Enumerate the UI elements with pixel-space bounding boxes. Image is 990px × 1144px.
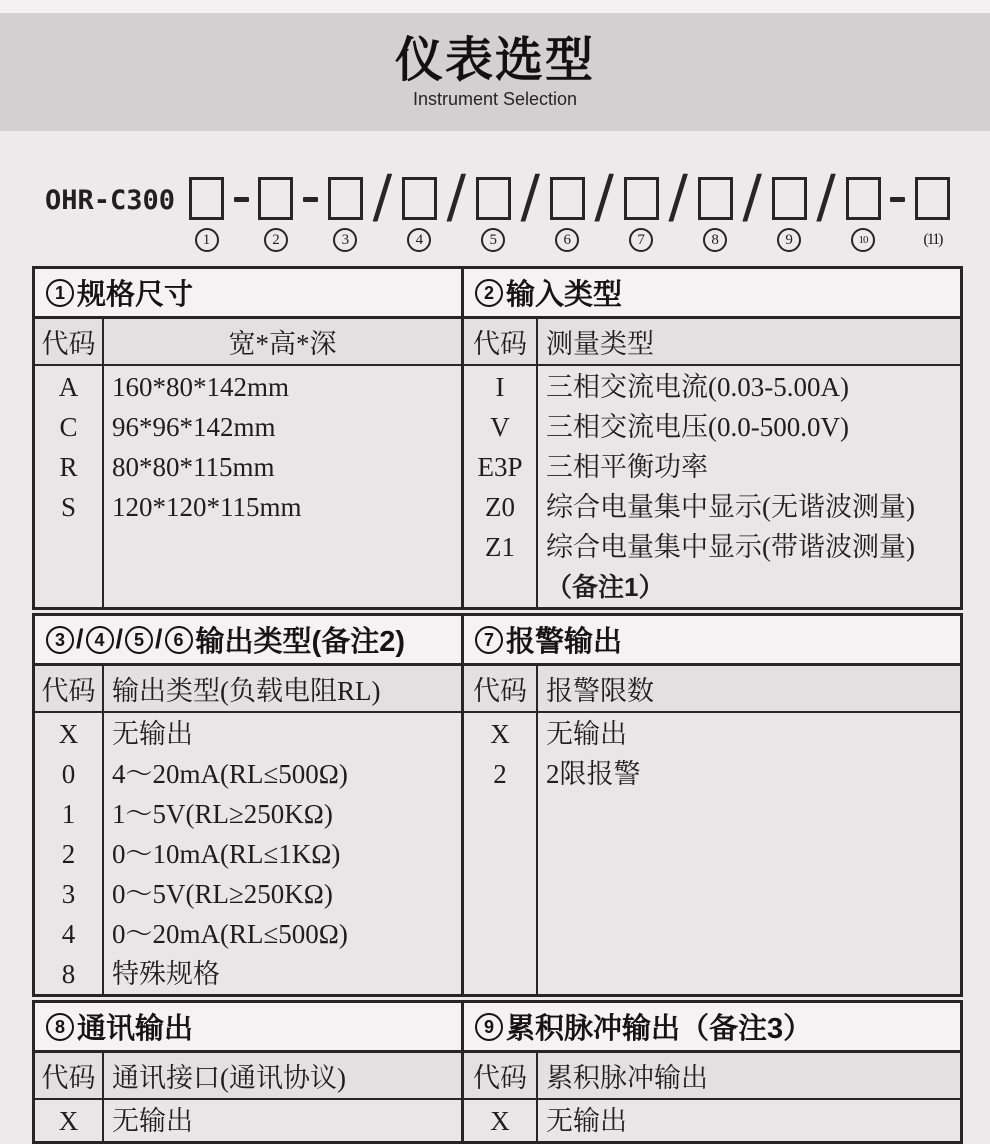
circled-number-9: 9 bbox=[475, 1013, 503, 1041]
circled-number-3: 3 bbox=[46, 626, 74, 654]
position-number: 4 bbox=[407, 228, 431, 252]
position-number: 1 bbox=[195, 228, 219, 252]
code-cell: 1 bbox=[61, 799, 76, 829]
code-cell: X bbox=[58, 719, 79, 749]
slash-separator: / bbox=[76, 624, 84, 654]
section-title-text: 规格尺寸 bbox=[77, 279, 194, 311]
section-title-text: 通讯输出 bbox=[77, 1013, 194, 1045]
code-cell: Z0 bbox=[485, 492, 515, 522]
desc-cell: 无输出 bbox=[112, 719, 193, 749]
table-band-2 bbox=[32, 613, 963, 997]
data-area bbox=[35, 366, 461, 607]
code-column bbox=[464, 1100, 538, 1141]
code-box bbox=[915, 177, 950, 220]
code-cell: A bbox=[58, 372, 79, 402]
slash-separator: / bbox=[742, 162, 762, 230]
column-header-row bbox=[464, 319, 960, 366]
desc-cell: 80*80*115mm bbox=[112, 452, 275, 482]
desc-column bbox=[104, 366, 461, 607]
desc-column-header: 测量类型 bbox=[546, 329, 654, 359]
desc-column-header: 输出类型(负载电阻RL) bbox=[112, 676, 381, 706]
desc-column bbox=[104, 1100, 461, 1141]
code-box bbox=[328, 177, 363, 220]
desc-cell: 160*80*142mm bbox=[112, 372, 290, 402]
code-cell: Z1 bbox=[485, 532, 515, 562]
column-header-row bbox=[464, 1053, 960, 1100]
desc-cell: 无输出 bbox=[546, 1106, 627, 1136]
code-cell bbox=[464, 567, 536, 607]
code-cell: C bbox=[59, 412, 78, 442]
code-column-header: 代码 bbox=[35, 319, 104, 364]
section-title-text: 报警输出 bbox=[506, 626, 623, 658]
model-slot-4 bbox=[402, 177, 437, 252]
code-box bbox=[698, 177, 733, 220]
model-slot-7 bbox=[624, 177, 659, 252]
code-cell: 4 bbox=[61, 919, 76, 949]
section-title-text: 输入类型 bbox=[506, 279, 623, 311]
model-slots bbox=[189, 162, 950, 252]
model-slot-8 bbox=[698, 177, 733, 252]
data-area bbox=[464, 1100, 960, 1141]
page-top-strip bbox=[0, 0, 990, 13]
table-band-3 bbox=[32, 1000, 963, 1144]
code-box bbox=[476, 177, 511, 220]
desc-cell: 三相交流电流(0.03-5.00A) bbox=[546, 372, 849, 402]
code-box bbox=[550, 177, 585, 220]
code-cell: 2 bbox=[61, 839, 76, 869]
section-title-pulse-output bbox=[464, 1003, 960, 1053]
circled-number-4: 4 bbox=[86, 626, 114, 654]
desc-cell: 120*120*115mm bbox=[112, 492, 302, 522]
desc-column bbox=[538, 366, 960, 607]
code-column bbox=[35, 713, 104, 994]
position-number: 7 bbox=[629, 228, 653, 252]
code-cell: 8 bbox=[61, 959, 76, 989]
data-area bbox=[464, 713, 960, 994]
circled-number-8: 8 bbox=[46, 1013, 74, 1041]
code-column-header: 代码 bbox=[464, 319, 538, 364]
desc-cell: 1～5V(RL≥250KΩ) bbox=[112, 799, 333, 829]
slash-separator: / bbox=[115, 624, 124, 654]
model-slot-2 bbox=[258, 177, 293, 252]
slash-separator: / bbox=[372, 162, 393, 230]
model-slot-5 bbox=[476, 177, 511, 252]
section-title-comm-output bbox=[35, 1003, 461, 1053]
position-number: 8 bbox=[703, 228, 727, 252]
table-band-1 bbox=[32, 266, 963, 610]
desc-column bbox=[538, 713, 960, 994]
position-number: 9 bbox=[777, 228, 801, 252]
page-header bbox=[0, 13, 990, 131]
code-cell: V bbox=[490, 412, 510, 442]
data-area bbox=[35, 1100, 461, 1141]
slash-separator: / bbox=[520, 162, 541, 230]
column-header-row bbox=[35, 666, 461, 713]
code-cell: 2 bbox=[493, 759, 507, 789]
code-column bbox=[464, 713, 538, 994]
desc-cell: 特殊规格 bbox=[112, 959, 220, 989]
code-column-header: 代码 bbox=[35, 1053, 104, 1098]
code-cell: S bbox=[60, 492, 77, 522]
code-cell: 0 bbox=[61, 759, 76, 789]
page-subtitle: Instrument Selection bbox=[412, 89, 578, 109]
desc-cell: 三相平衡功率 bbox=[546, 452, 708, 482]
slash-separator: / bbox=[594, 162, 614, 230]
section-title-text: 输出类型(备注2) bbox=[195, 626, 405, 658]
section-alarm-output bbox=[464, 616, 960, 994]
column-header-row bbox=[35, 1053, 461, 1100]
model-slot-9 bbox=[772, 177, 807, 252]
slash-separator: / bbox=[155, 624, 163, 654]
code-column-header: 代码 bbox=[35, 666, 104, 711]
column-header-row bbox=[35, 319, 461, 366]
model-slot-1 bbox=[189, 177, 224, 252]
code-box bbox=[258, 177, 293, 220]
section-comm-output bbox=[35, 1003, 464, 1141]
desc-cell: 2限报警 bbox=[546, 759, 641, 789]
section-title-text: 累积脉冲输出（备注3） bbox=[506, 1013, 813, 1045]
desc-cell: 0～10mA(RL≤1KΩ) bbox=[112, 839, 341, 869]
circled-number-7: 7 bbox=[475, 626, 503, 654]
desc-column-header: 累积脉冲输出 bbox=[546, 1063, 708, 1093]
section-title-output-type bbox=[35, 616, 461, 666]
desc-cell: 三相交流电压(0.0-500.0V) bbox=[546, 412, 849, 442]
code-cell: X bbox=[490, 719, 510, 749]
section-output-type bbox=[35, 616, 464, 994]
position-number: 2 bbox=[264, 228, 288, 252]
position-number: 10 bbox=[851, 228, 875, 252]
desc-cell: 综合电量集中显示(无谐波测量) bbox=[546, 492, 915, 522]
data-area bbox=[464, 366, 960, 607]
desc-column-header: 通讯接口(通讯协议) bbox=[112, 1063, 346, 1093]
code-box bbox=[189, 177, 224, 220]
code-cell: 3 bbox=[61, 879, 76, 909]
code-box bbox=[624, 177, 659, 220]
code-cell: X bbox=[58, 1106, 79, 1136]
code-column-header: 代码 bbox=[464, 666, 538, 711]
desc-column bbox=[538, 1100, 960, 1141]
desc-column bbox=[104, 713, 461, 994]
position-number: 5 bbox=[481, 228, 505, 252]
section-title-spec-size bbox=[35, 269, 461, 319]
model-slot-3 bbox=[328, 177, 363, 252]
slash-separator: / bbox=[816, 162, 836, 230]
code-box bbox=[772, 177, 807, 220]
section-spec-size bbox=[35, 269, 464, 607]
desc-cell: 综合电量集中显示(带谐波测量) bbox=[546, 532, 915, 562]
desc-column-header: 报警限数 bbox=[546, 676, 654, 706]
desc-cell: 无输出 bbox=[546, 719, 627, 749]
dash-separator bbox=[303, 197, 318, 202]
slash-separator: / bbox=[668, 162, 688, 230]
model-slot-11 bbox=[915, 177, 950, 252]
code-column-header: 代码 bbox=[464, 1053, 538, 1098]
selection-table bbox=[32, 266, 963, 1144]
section-input-type bbox=[464, 269, 960, 607]
code-column bbox=[35, 366, 104, 607]
desc-column-header: 宽*高*深 bbox=[228, 329, 337, 359]
dash-separator bbox=[234, 197, 249, 202]
section-pulse-output bbox=[464, 1003, 960, 1141]
position-number: (11) bbox=[923, 231, 942, 248]
model-code-line bbox=[45, 162, 950, 252]
section-title-alarm-output bbox=[464, 616, 960, 666]
desc-cell: 4～20mA(RL≤500Ω) bbox=[112, 759, 348, 789]
desc-cell: 无输出 bbox=[112, 1106, 193, 1136]
code-cell: X bbox=[490, 1106, 510, 1136]
position-number: 3 bbox=[333, 228, 357, 252]
code-column bbox=[35, 1100, 104, 1141]
slash-separator: / bbox=[446, 162, 467, 230]
model-slot-10 bbox=[846, 177, 881, 252]
model-slot-6 bbox=[550, 177, 585, 252]
section-title-input-type bbox=[464, 269, 960, 319]
code-cell: E3P bbox=[477, 452, 523, 482]
desc-cell: 0～20mA(RL≤500Ω) bbox=[112, 919, 348, 949]
desc-cell: （备注1） bbox=[546, 572, 665, 602]
code-box bbox=[846, 177, 881, 220]
data-area bbox=[35, 713, 461, 994]
model-prefix: OHR-C300 bbox=[45, 185, 176, 216]
circled-number-5: 5 bbox=[125, 626, 153, 654]
circled-number-6: 6 bbox=[165, 626, 193, 654]
code-cell: R bbox=[59, 452, 78, 482]
circled-number-1: 1 bbox=[46, 279, 74, 307]
page-title: 仪表选型 bbox=[394, 34, 595, 87]
code-cell: I bbox=[495, 372, 505, 402]
position-number: 6 bbox=[555, 228, 579, 252]
code-column bbox=[464, 366, 538, 607]
circled-number-2: 2 bbox=[475, 279, 503, 307]
code-box bbox=[402, 177, 437, 220]
column-header-row bbox=[464, 666, 960, 713]
dash-separator bbox=[890, 197, 905, 202]
desc-cell: 0～5V(RL≥250KΩ) bbox=[112, 879, 333, 909]
desc-cell: 96*96*142mm bbox=[112, 412, 276, 442]
